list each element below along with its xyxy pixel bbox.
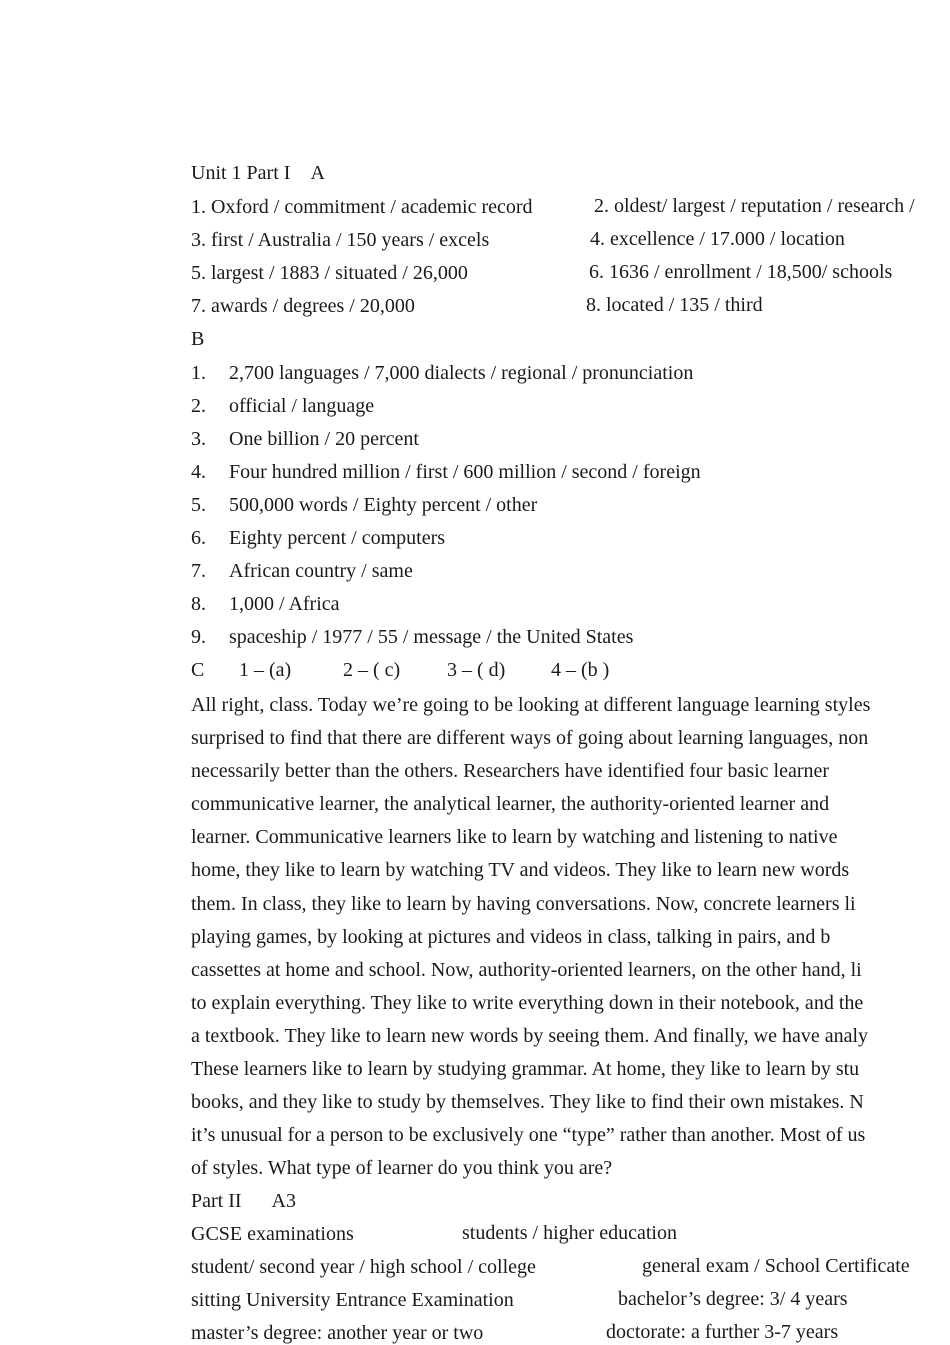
unit-title: Unit 1 Part I [191, 162, 291, 184]
part-b-label: B [191, 328, 205, 350]
passage-line: it’s unusual for a person to be exclusively one “type” rather than another. Most of us [191, 1124, 866, 1147]
item-text: African country / same [229, 560, 413, 582]
part-2-heading [191, 1189, 296, 1213]
item-text: Four hundred million / first / 600 million / second / foreign [229, 461, 701, 483]
part-a-right: 2. oldest/ largest / reputation / research / [594, 195, 915, 217]
item-number: 9. [191, 626, 206, 648]
list-item [191, 625, 633, 649]
passage-line: surprised to find that there are different ways of going about learning languages, non [191, 727, 869, 750]
list-item [191, 427, 419, 451]
item-number: 5. [191, 494, 206, 516]
list-item [191, 493, 537, 517]
part-2-right: doctorate: a further 3-7 years [606, 1321, 839, 1343]
passage-line: These learners like to learn by studying grammar. At home, they like to learn by stu [191, 1058, 860, 1081]
list-item [191, 394, 374, 418]
passage-line: of styles. What type of learner do you think you are? [191, 1157, 613, 1180]
part-a-right: 6. 1636 / enrollment / 18,500/ schools [589, 261, 893, 283]
item-text: One billion / 20 percent [229, 428, 419, 450]
item-number: 8. [191, 593, 206, 615]
item-number: 7. [191, 560, 206, 582]
passage-line: All right, class. Today we’re going to be looking at different language learning styles [191, 694, 871, 716]
item-number: 2. [191, 395, 206, 417]
passage-line: a textbook. They like to learn new words by seeing them. And finally, we have analy [191, 1024, 869, 1047]
part-2-row [191, 1288, 514, 1312]
part-2-title: Part II [191, 1190, 242, 1212]
part-a-row [191, 294, 415, 318]
part-2-right: general exam / School Certificate [642, 1255, 910, 1277]
passage-line: playing games, by looking at pictures and videos in class, talking in pairs, and b [191, 925, 831, 948]
part-2-left: student/ second year / high school / college [191, 1256, 536, 1278]
part-2-left: master’s degree: another year or two [191, 1322, 484, 1344]
part-a-left: 3. first / Australia / 150 years / excels [191, 229, 490, 251]
part-2-left: sitting University Entrance Examination [191, 1289, 514, 1311]
item-number: 4. [191, 461, 206, 483]
passage-line: cassettes at home and school. Now, authority-oriented learners, on the other hand, li [191, 958, 862, 981]
passage-line: communicative learner, the analytical learner, the authority-oriented learner and [191, 793, 830, 816]
part-2-right: bachelor’s degree: 3/ 4 years [618, 1288, 848, 1310]
part-a-left: 1. Oxford / commitment / academic record [191, 196, 533, 218]
passage-line: home, they like to learn by watching TV and videos. They like to learn new words [191, 859, 850, 882]
passage-line: to explain everything. They like to write everything down in their notebook, and the [191, 991, 864, 1014]
item-text: 500,000 words / Eighty percent / other [229, 494, 538, 516]
part-c-answers [191, 658, 655, 682]
list-item [191, 592, 340, 616]
part-2-row [191, 1321, 483, 1345]
answer-item: 3 – ( d) [447, 659, 506, 681]
list-item [191, 460, 701, 484]
item-text: 1,000 / Africa [229, 593, 340, 615]
part-a-row [191, 228, 489, 252]
item-number: 6. [191, 527, 206, 549]
item-number: 3. [191, 428, 206, 450]
passage-line: books, and they like to study by themselves. They like to find their own mistakes. N [191, 1091, 864, 1114]
unit-heading [191, 161, 325, 185]
list-item [191, 361, 693, 385]
part-2-left: GCSE examinations [191, 1223, 354, 1245]
passage-line: learner. Communicative learners like to learn by watching and listening to native [191, 826, 838, 849]
item-text: Eighty percent / computers [229, 527, 446, 549]
section-label: A [310, 162, 325, 184]
part-2-row [191, 1255, 536, 1279]
part-a-right: 8. located / 135 / third [586, 294, 763, 316]
item-text: spaceship / 1977 / 55 / message / the United States [229, 626, 634, 648]
part-2-right: students / higher education [462, 1222, 677, 1244]
part-a-left: 7. awards / degrees / 20,000 [191, 295, 415, 317]
listening-passage [191, 689, 950, 1185]
passage-line: them. In class, they like to learn by having conversations. Now, concrete learners li [191, 892, 856, 915]
item-text: 2,700 languages / 7,000 dialects / regional / pronunciation [229, 362, 694, 384]
part-a-row [191, 195, 533, 219]
part-a-row [191, 261, 468, 285]
list-item [191, 526, 445, 550]
part-2-section: A3 [271, 1190, 296, 1212]
answer-item: 2 – ( c) [343, 659, 401, 681]
answer-item: 1 – (a) [239, 659, 292, 681]
item-number: 1. [191, 362, 206, 384]
part-c-label: C [191, 659, 205, 681]
answer-item: 4 – (b ) [551, 659, 610, 681]
list-item [191, 559, 413, 583]
part-a-left: 5. largest / 1883 / situated / 26,000 [191, 262, 468, 284]
item-text: official / language [229, 395, 375, 417]
part-a-right: 4. excellence / 17.000 / location [590, 228, 845, 250]
passage-line: necessarily better than the others. Researchers have identified four basic learner [191, 760, 830, 783]
part-2-row [191, 1222, 354, 1246]
